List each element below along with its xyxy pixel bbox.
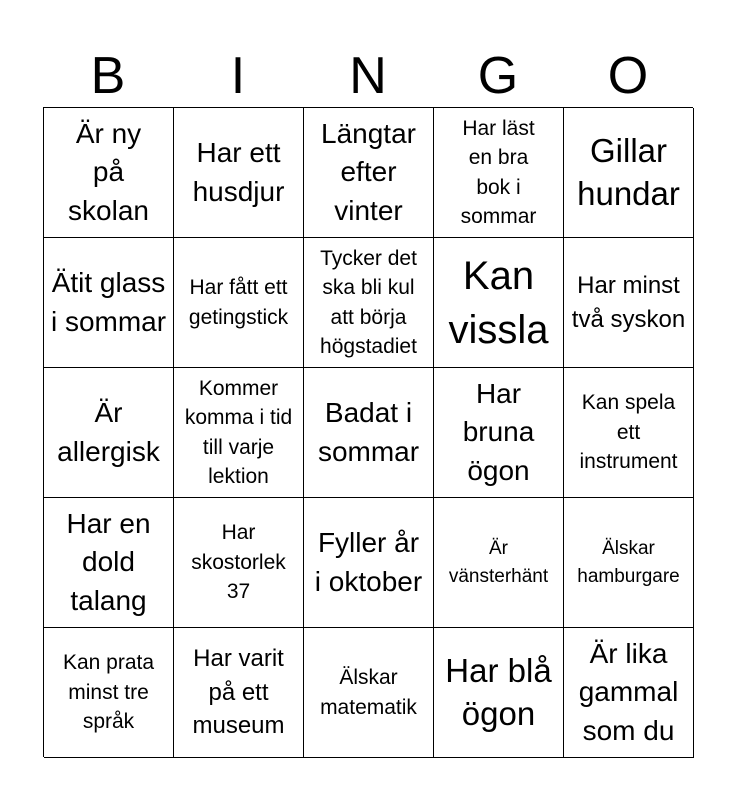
bingo-cell[interactable] [174, 238, 304, 368]
bingo-board [43, 107, 693, 757]
header-letter-g: G [477, 47, 519, 105]
cell-text: Kan prata minst tre språk [62, 651, 155, 734]
cell-text: Har minst två syskon [571, 271, 686, 333]
bingo-cell[interactable] [304, 628, 434, 758]
bingo-cell[interactable] [564, 238, 694, 368]
cell-text: Gillar hundar [577, 131, 680, 212]
bingo-cell[interactable] [564, 368, 694, 498]
cell-text: Har blå ögon [445, 651, 552, 732]
cell-text: Tycker det ska bli kul att börja högstadiet [320, 246, 417, 358]
cell-text: Är vänsterhänt [448, 537, 549, 587]
bingo-cell[interactable] [44, 108, 174, 238]
bingo-cell[interactable] [304, 498, 434, 628]
cell-text: Har ett husdjur [192, 136, 285, 207]
bingo-cell[interactable] [174, 498, 304, 628]
cell-text: Har fått ett getingstick [188, 276, 289, 329]
bingo-cell[interactable] [304, 368, 434, 498]
bingo-cell[interactable] [174, 108, 304, 238]
cell-text: Ätit glass i sommar [50, 266, 167, 337]
bingo-cell[interactable] [434, 628, 564, 758]
bingo-cell[interactable] [304, 238, 434, 368]
bingo-cell[interactable] [44, 628, 174, 758]
bingo-cell[interactable] [434, 238, 564, 368]
bingo-cell[interactable] [174, 368, 304, 498]
header-letter-o: O [607, 47, 649, 105]
cell-text: Har en dold talang [66, 507, 151, 616]
cell-text: Badat i sommar [317, 396, 420, 467]
cell-text: Har bruna ögon [462, 377, 535, 486]
bingo-cell[interactable] [434, 108, 564, 238]
cell-text: Längtar efter vinter [321, 117, 416, 226]
bingo-cell[interactable] [564, 108, 694, 238]
cell-text: Har läst en bra bok i sommar [460, 116, 537, 228]
bingo-cell[interactable] [564, 628, 694, 758]
cell-text: Är ny på skolan [68, 117, 149, 226]
bingo-cell[interactable] [434, 368, 564, 498]
cell-text: Älskar matematik [320, 666, 417, 719]
bingo-cell[interactable] [434, 498, 564, 628]
bingo-header [43, 44, 693, 108]
bingo-cell[interactable] [44, 238, 174, 368]
bingo-cell[interactable] [304, 108, 434, 238]
bingo-cell[interactable] [174, 628, 304, 758]
cell-text: Har varit på ett museum [192, 645, 285, 740]
header-letter-i: I [230, 47, 246, 105]
cell-text: Kan vissla [448, 253, 549, 352]
cell-text: Är lika gammal som du [578, 637, 679, 746]
bingo-cell[interactable] [44, 498, 174, 628]
header-letter-n: N [349, 47, 387, 105]
cell-text: Kan spela ett instrument [579, 391, 678, 474]
bingo-cell[interactable] [564, 498, 694, 628]
header-letter-b: B [90, 47, 126, 105]
cell-text: Fyller år i oktober [314, 526, 423, 597]
cell-text: Kommer komma i tid till varje lektion [184, 376, 293, 488]
cell-text: Har skostorlek 37 [191, 521, 286, 604]
cell-text: Är allergisk [57, 396, 160, 467]
cell-text: Älskar hamburgare [577, 537, 680, 587]
bingo-cell[interactable] [44, 368, 174, 498]
